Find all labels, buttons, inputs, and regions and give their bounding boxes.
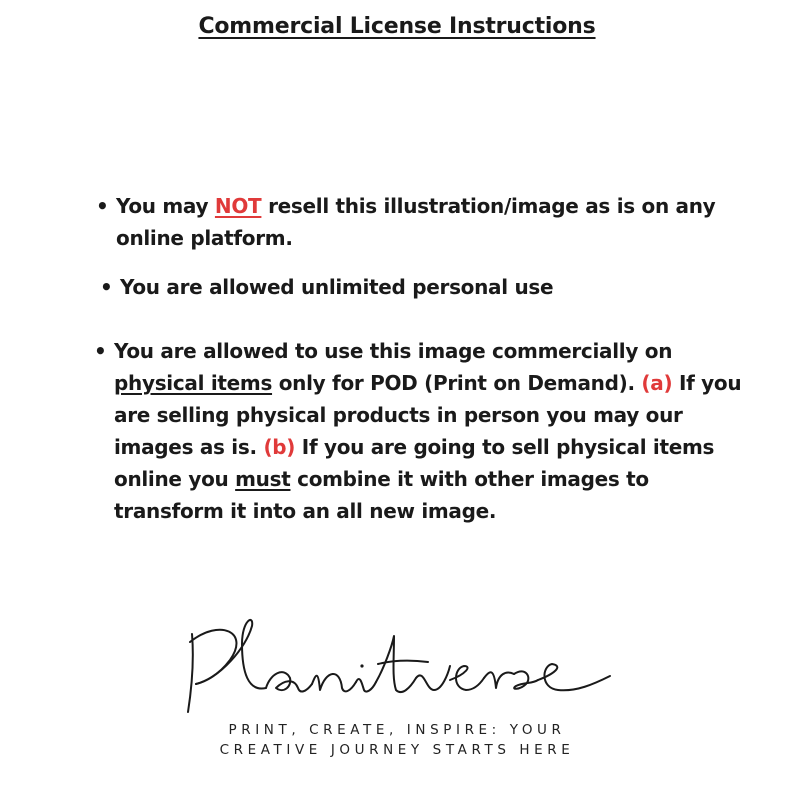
bullet-text-4: If you are going to sell physical items online you xyxy=(114,435,715,491)
bullet-personal-use xyxy=(100,271,720,303)
emphasis-not: NOT xyxy=(214,194,262,218)
marker-b: (b) xyxy=(263,435,296,459)
marker-a: (a) xyxy=(641,371,673,395)
tagline-line-2: CREATIVE JOURNEY STARTS HERE xyxy=(219,742,575,758)
bullet-text-post: resell this illustration/image as is on any online platform. xyxy=(116,194,716,250)
underlined-must: must xyxy=(235,467,291,491)
bullet-text-1: You are allowed to use this image commercially on xyxy=(114,339,673,363)
bullet-commercial-use xyxy=(94,335,754,527)
bullet-text: You are allowed unlimited personal use xyxy=(120,275,554,299)
bullet-dot: • xyxy=(96,194,109,218)
bullet-text-3: If you are selling physical products in person you may our images as is. xyxy=(114,371,742,459)
bullet-dot: • xyxy=(94,339,107,363)
tagline-line-1: PRINT, CREATE, INSPIRE: YOUR xyxy=(228,722,566,738)
bullet-text-pre: You may xyxy=(116,194,215,218)
bullet-no-resell xyxy=(96,190,716,254)
bullet-text-5: combine it with other images to transform it into an all new image. xyxy=(114,467,649,523)
bullet-text-2: only for POD (Print on Demand). xyxy=(272,371,642,395)
page-title: Commercial License Instructions xyxy=(198,14,596,39)
bullet-dot: • xyxy=(100,275,113,299)
planitverse-signature-logo xyxy=(180,608,620,718)
underlined-physical-items: physical items xyxy=(114,371,273,395)
